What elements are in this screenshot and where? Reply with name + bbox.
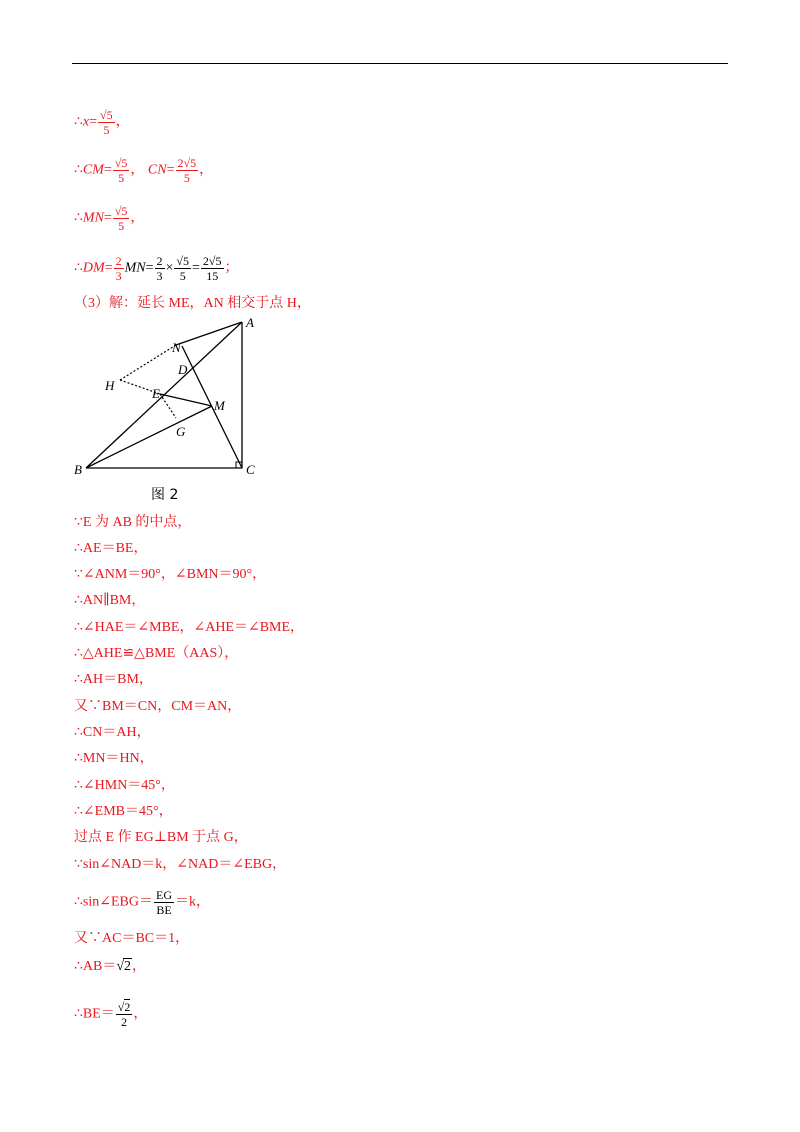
geometry-figure (72, 316, 272, 506)
line-21: 又∵AC＝BC＝1， (74, 931, 190, 946)
therefore: ∴ (74, 162, 83, 178)
expr: ∴sin∠EBG＝ (74, 894, 153, 910)
fraction (154, 888, 174, 917)
equals: = (166, 162, 175, 178)
label-d: D (178, 362, 188, 377)
line-16: ∴∠HMN＝45°， (74, 778, 175, 793)
radical: √2 (116, 959, 132, 974)
line-6: ∵E 为 AB 的中点， (74, 515, 192, 530)
equals: = (103, 210, 112, 226)
punct: ， (130, 162, 145, 178)
punct: ， (133, 1006, 148, 1022)
fraction (98, 108, 115, 137)
numerator: EG (155, 888, 172, 902)
denominator: 2 (121, 1015, 128, 1029)
denominator: 3 (115, 269, 122, 283)
fraction (155, 254, 165, 283)
numerator: √5 (176, 254, 190, 268)
fraction (113, 204, 130, 233)
label-h: H (105, 378, 115, 393)
line-7: ∴AE＝BE， (74, 541, 148, 556)
line-4 (74, 254, 239, 283)
line-3 (74, 204, 144, 233)
segment-na (176, 322, 242, 345)
denominator: 15 (206, 269, 219, 283)
equals: = (89, 114, 98, 130)
numerator: 2 (156, 254, 163, 268)
fraction (174, 254, 191, 283)
line-14: ∴CN＝AH， (74, 725, 151, 740)
line-12: ∴AH＝BM， (74, 672, 153, 687)
times: × (165, 260, 174, 276)
punct: ； (224, 260, 239, 276)
segment-em (160, 394, 212, 406)
therefore: ∴ (74, 210, 83, 226)
line-15: ∴MN＝HN， (74, 751, 154, 766)
line-17: ∴∠EMB＝45°， (74, 804, 173, 819)
label-c: C (246, 462, 255, 477)
var: MN (82, 210, 104, 226)
line-13: 又∵BM＝CN，CM＝AN， (74, 699, 242, 714)
numerator: 2√5 (177, 156, 197, 170)
denominator: 5 (179, 269, 186, 283)
label-n: N (172, 340, 181, 355)
figure-caption: 图 2 (151, 487, 179, 503)
segment-nc (182, 346, 242, 468)
equals: = (192, 260, 200, 276)
line-18: 过点 E 作 EG⊥BM 于点 G， (74, 830, 248, 845)
segment-bm (86, 406, 212, 468)
label-g: G (176, 424, 186, 439)
expr: ∴AB＝ (74, 959, 117, 974)
punct: ， (130, 210, 145, 226)
equals: = (104, 260, 113, 276)
line-20 (74, 888, 210, 917)
figure-svg (72, 316, 272, 506)
denominator: 5 (103, 123, 110, 137)
label-a: A (246, 316, 254, 330)
radicand: 2 (124, 959, 132, 974)
denominator: 3 (156, 269, 163, 283)
line-5: （3）解：延长 ME，AN 相交于点 H， (74, 296, 311, 311)
numerator: √5 (100, 108, 113, 122)
var: x (82, 114, 90, 130)
line-22 (74, 958, 146, 976)
line-11: ∴△AHE≌△BME（AAS）， (74, 646, 239, 661)
var: CM (82, 162, 104, 178)
punct: ， (199, 162, 214, 178)
equals: = (145, 260, 154, 276)
var: DM (82, 260, 105, 276)
punct: ， (132, 959, 147, 974)
denominator: 5 (118, 219, 125, 233)
denominator: BE (156, 903, 172, 917)
denominator: 5 (183, 171, 190, 185)
fraction (114, 254, 124, 283)
therefore: ∴ (74, 114, 83, 130)
line-8: ∵∠ANM＝90°，∠BMN＝90°， (74, 567, 267, 582)
label-b: B (74, 462, 82, 477)
denominator: 5 (118, 171, 125, 185)
numerator: 2 (115, 254, 122, 268)
line-2 (74, 156, 213, 185)
numerator: √5 (114, 156, 128, 170)
line-1 (74, 108, 130, 137)
expr-tail: ＝k， (174, 894, 210, 910)
label-m: M (214, 398, 225, 413)
numerator: √5 (114, 204, 128, 218)
label-e: E (152, 386, 160, 401)
line-10: ∴∠HAE＝∠MBE，∠AHE＝∠BME， (74, 620, 305, 635)
line-23 (74, 1000, 147, 1029)
fraction (176, 156, 199, 185)
fraction (201, 254, 224, 283)
var: MN (124, 260, 146, 276)
fraction (113, 156, 130, 185)
punct: ， (115, 114, 130, 130)
header-rule (72, 63, 728, 64)
line-9: ∴AN∥BM， (74, 593, 146, 608)
therefore: ∴ (74, 260, 83, 276)
var: CN (147, 162, 167, 178)
line-19: ∵sin∠NAD＝k，∠NAD＝∠EBG， (74, 857, 287, 872)
dashed-hn (120, 345, 176, 380)
equals: = (103, 162, 112, 178)
expr: ∴BE＝ (74, 1006, 115, 1022)
numerator: √2 (117, 1000, 131, 1014)
numerator: 2√5 (202, 254, 222, 268)
fraction (116, 1000, 133, 1029)
radicand: 2 (124, 1000, 131, 1014)
